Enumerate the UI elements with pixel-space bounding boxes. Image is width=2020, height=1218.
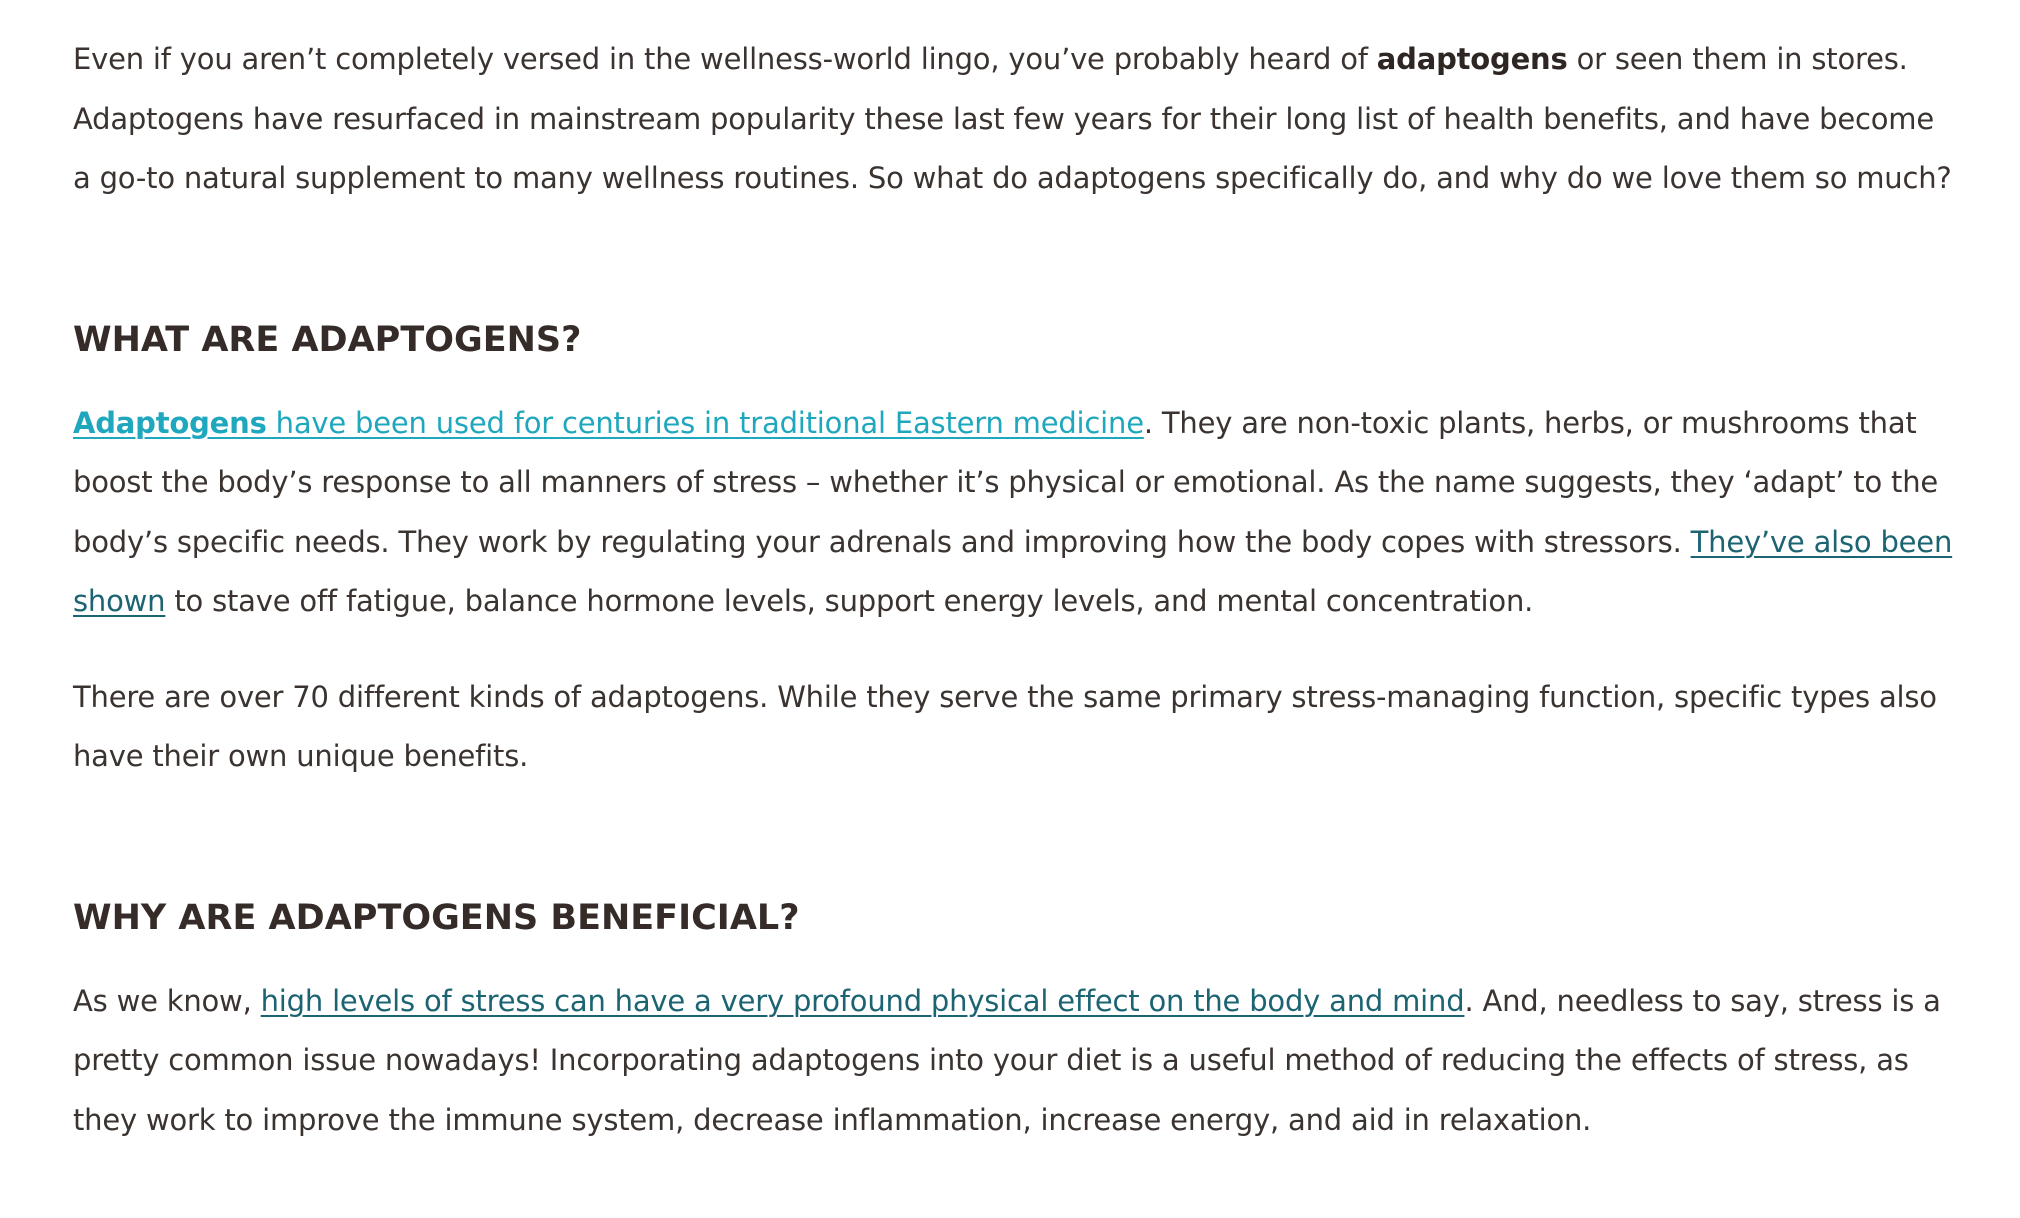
intro-text-end: or seen them in stores. Adaptogens have resurfaced in mainstream popularity these last few years for their long list of health benefits, and have become a go-to natural supplement to many wellness routines. So what do adaptogens specifically do, and why do we love them so much? <box>73 42 1952 195</box>
kinds-of-adaptogens-paragraph: There are over 70 different kinds of adaptogens. While they serve the same primary stress-managing function, specific types also have their own unique benefits. <box>73 679 1937 773</box>
heading-what-are-adaptogens: WHAT ARE ADAPTOGENS? <box>73 319 582 360</box>
also-been-shown-link[interactable]: They’ve also been shown <box>73 524 1953 618</box>
why-beneficial-paragraph <box>73 972 1953 1151</box>
intro-text-start: Even if you aren’t completely versed in the wellness-world lingo, you’ve probably heard of <box>73 42 1377 76</box>
what-are-paragraph <box>73 394 1953 632</box>
heading-why-beneficial: WHY ARE ADAPTOGENS BENEFICIAL? <box>73 897 800 938</box>
stress-effects-link[interactable]: high levels of stress can have a very profound physical effect on the body and mind <box>260 983 1465 1018</box>
what-are-paragraph-end: to stave off fatigue, balance hormone levels, support energy levels, and mental concentration. <box>165 584 1534 618</box>
what-are-paragraph-middle: . They are non-toxic plants, herbs, or mushrooms that boost the body’s response to all manners of stress – whether it’s physical or emotional. As the name suggests, they ‘adapt’ to the body’s specific needs. They work by regulating your adrenals and improving how the body copes with stressors. <box>73 405 1939 559</box>
intro-paragraph <box>73 30 1953 209</box>
why-beneficial-start: As we know, <box>73 983 261 1018</box>
adaptogens-bold-term: adaptogens <box>1376 42 1568 76</box>
article-body <box>73 30 1953 1150</box>
eastern-medicine-link[interactable] <box>73 406 1144 440</box>
eastern-medicine-link-text: have been used for centuries in traditional Eastern medicine <box>266 405 1144 440</box>
why-beneficial-end: . And, needless to say, stress is a pretty common issue nowadays! Incorporating adaptogens into your diet is a useful method of reducing the effects of stress, as they work to improve the immune system, decrease inflammation, increase energy, and aid in relaxation. <box>73 983 1941 1137</box>
eastern-medicine-link-bold: Adaptogens <box>73 405 267 440</box>
